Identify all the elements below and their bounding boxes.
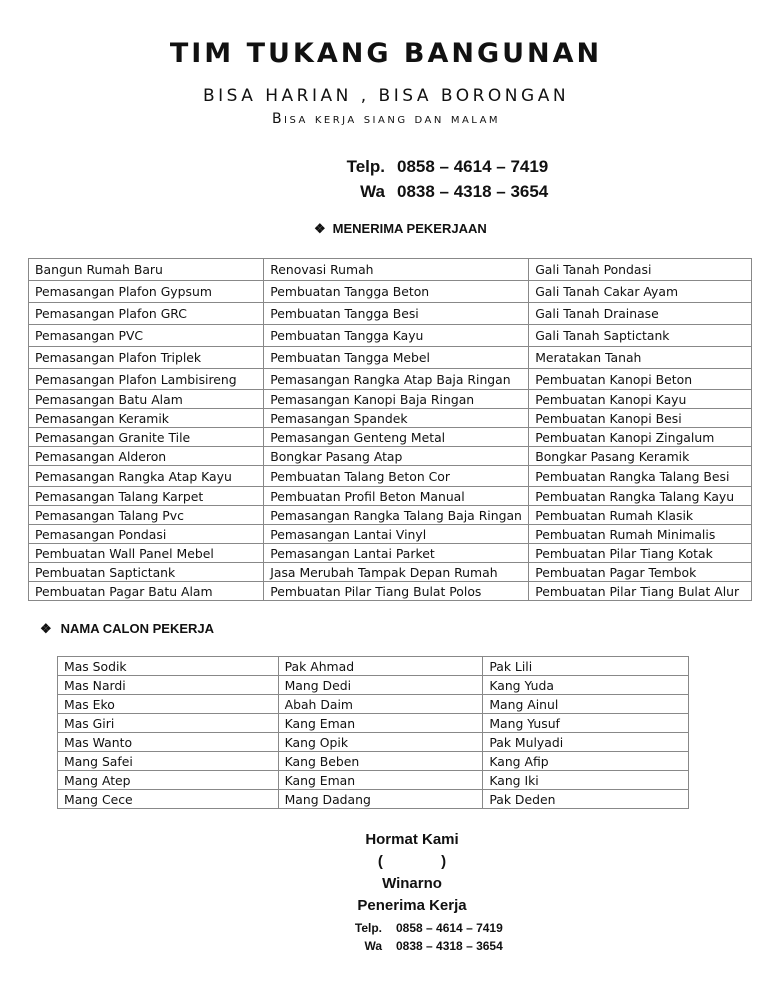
table-cell: Mang Ainul	[483, 695, 689, 714]
closing-wa-number: 0838 – 4318 – 3654	[396, 939, 503, 953]
table-cell: Pemasangan Rangka Talang Baja Ringan	[264, 506, 529, 525]
table-cell: Mang Dedi	[278, 676, 483, 695]
table-cell: Mang Yusuf	[483, 714, 689, 733]
table-cell: Pak Deden	[483, 790, 689, 809]
table-row	[29, 259, 752, 281]
table-cell: Mang Cece	[58, 790, 279, 809]
table-cell: Pemasangan Plafon Lambisireng	[29, 369, 264, 390]
table-cell: Mas Nardi	[58, 676, 279, 695]
table-cell: Mang Atep	[58, 771, 279, 790]
table-cell: Pak Lili	[483, 657, 689, 676]
table-cell: Kang Opik	[278, 733, 483, 752]
services-heading-text: MENERIMA PEKERJAAN	[332, 221, 487, 236]
table-cell: Pembuatan Tangga Beton	[264, 281, 529, 303]
table-cell: Pemasangan Pondasi	[29, 525, 264, 544]
table-cell: Pembuatan Saptictank	[29, 563, 264, 582]
table-row	[58, 771, 689, 790]
table-cell: Pak Mulyadi	[483, 733, 689, 752]
document-subtitle: BISA HARIAN , BISA BORONGAN	[202, 86, 570, 106]
table-cell: Mang Dadang	[278, 790, 483, 809]
closing-regards: Hormat Kami	[365, 831, 459, 848]
services-heading	[314, 221, 487, 237]
table-cell: Pembuatan Rangka Talang Kayu	[529, 487, 752, 506]
table-row	[29, 390, 752, 409]
wa-label: Wa	[360, 182, 385, 201]
telp-number: 0858 – 4614 – 7419	[397, 157, 549, 176]
table-cell: Pembuatan Tangga Kayu	[264, 325, 529, 347]
signature-space: ( )	[377, 853, 447, 870]
table-cell: Pemasangan Talang Karpet	[29, 487, 264, 506]
table-cell: Kang Eman	[278, 771, 483, 790]
workers-heading	[40, 621, 214, 637]
table-cell: Pembuatan Rumah Klasik	[529, 506, 752, 525]
table-cell: Bongkar Pasang Keramik	[529, 447, 752, 466]
document-tagline: Bisa kerja siang dan malam	[271, 111, 501, 127]
table-cell: Gali Tanah Saptictank	[529, 325, 752, 347]
table-cell: Mas Wanto	[58, 733, 279, 752]
table-cell: Kang Beben	[278, 752, 483, 771]
table-cell: Gali Tanah Drainase	[529, 303, 752, 325]
table-row	[29, 525, 752, 544]
table-cell: Kang Afip	[483, 752, 689, 771]
table-cell: Pemasangan Keramik	[29, 409, 264, 428]
signer-role: Penerima Kerja	[357, 897, 467, 914]
table-cell: Pemasangan Granite Tile	[29, 428, 264, 447]
table-cell: Mas Sodik	[58, 657, 279, 676]
table-row	[58, 657, 689, 676]
table-cell: Pemasangan Plafon Triplek	[29, 347, 264, 369]
table-cell: Mas Eko	[58, 695, 279, 714]
table-row	[29, 582, 752, 601]
workers-heading-text: NAMA CALON PEKERJA	[60, 621, 215, 636]
closing-telp-number: 0858 – 4614 – 7419	[396, 921, 503, 935]
table-row	[29, 544, 752, 563]
table-cell: Pemasangan Plafon Gypsum	[29, 281, 264, 303]
table-cell: Jasa Merubah Tampak Depan Rumah	[264, 563, 529, 582]
table-row	[58, 695, 689, 714]
table-cell: Pembuatan Kanopi Beton	[529, 369, 752, 390]
table-row	[29, 487, 752, 506]
table-cell: Abah Daim	[278, 695, 483, 714]
table-row	[29, 369, 752, 390]
table-cell: Pembuatan Pilar Tiang Kotak	[529, 544, 752, 563]
signer-name: Winarno	[382, 875, 442, 892]
table-cell: Pemasangan Plafon GRC	[29, 303, 264, 325]
table-cell: Pemasangan Kanopi Baja Ringan	[264, 390, 529, 409]
table-row	[29, 303, 752, 325]
table-cell: Meratakan Tanah	[529, 347, 752, 369]
table-cell: Pembuatan Kanopi Kayu	[529, 390, 752, 409]
table-row	[29, 325, 752, 347]
table-cell: Kang Yuda	[483, 676, 689, 695]
telp-label: Telp.	[346, 157, 385, 176]
table-cell: Pembuatan Kanopi Besi	[529, 409, 752, 428]
table-cell: Pembuatan Tangga Mebel	[264, 347, 529, 369]
closing-telp-label: Telp.	[354, 921, 382, 935]
table-row	[58, 752, 689, 771]
table-cell: Gali Tanah Pondasi	[529, 259, 752, 281]
table-cell: Mang Safei	[58, 752, 279, 771]
table-row	[58, 676, 689, 695]
table-row	[29, 281, 752, 303]
table-cell: Pembuatan Rangka Talang Besi	[529, 466, 752, 487]
table-cell: Pak Ahmad	[278, 657, 483, 676]
table-cell: Pembuatan Tangga Besi	[264, 303, 529, 325]
services-table	[28, 258, 752, 601]
table-cell: Gali Tanah Cakar Ayam	[529, 281, 752, 303]
table-row	[29, 506, 752, 525]
table-cell: Mas Giri	[58, 714, 279, 733]
table-cell: Pemasangan Spandek	[264, 409, 529, 428]
table-cell: Kang Iki	[483, 771, 689, 790]
wa-number: 0838 – 4318 – 3654	[397, 182, 549, 201]
table-cell: Pembuatan Pagar Tembok	[529, 563, 752, 582]
table-cell: Pemasangan Genteng Metal	[264, 428, 529, 447]
table-cell: Pembuatan Profil Beton Manual	[264, 487, 529, 506]
table-cell: Pemasangan Lantai Vinyl	[264, 525, 529, 544]
table-cell: Kang Eman	[278, 714, 483, 733]
table-cell: Pemasangan Talang Pvc	[29, 506, 264, 525]
table-row	[58, 790, 689, 809]
table-cell: Pemasangan Rangka Atap Baja Ringan	[264, 369, 529, 390]
table-cell: Pembuatan Rumah Minimalis	[529, 525, 752, 544]
document-title: TIM TUKANG BANGUNAN	[169, 38, 603, 69]
closing-wa-label: Wa	[364, 939, 382, 953]
table-row	[58, 714, 689, 733]
table-cell: Pembuatan Kanopi Zingalum	[529, 428, 752, 447]
table-row	[58, 733, 689, 752]
table-row	[29, 466, 752, 487]
table-cell: Pemasangan Batu Alam	[29, 390, 264, 409]
table-cell: Pembuatan Talang Beton Cor	[264, 466, 529, 487]
table-cell: Renovasi Rumah	[264, 259, 529, 281]
table-cell: Bangun Rumah Baru	[29, 259, 264, 281]
table-row	[29, 428, 752, 447]
table-row	[29, 447, 752, 466]
table-cell: Pembuatan Pilar Tiang Bulat Alur	[529, 582, 752, 601]
table-row	[29, 563, 752, 582]
table-cell: Pembuatan Pagar Batu Alam	[29, 582, 264, 601]
diamond-bullet-icon: ❖	[40, 621, 52, 636]
table-row	[29, 409, 752, 428]
diamond-bullet-icon: ❖	[314, 221, 326, 236]
table-cell: Pemasangan Rangka Atap Kayu	[29, 466, 264, 487]
table-row	[29, 347, 752, 369]
table-cell: Pemasangan Alderon	[29, 447, 264, 466]
workers-table	[57, 656, 689, 809]
table-cell: Pembuatan Pilar Tiang Bulat Polos	[264, 582, 529, 601]
table-cell: Pemasangan PVC	[29, 325, 264, 347]
table-cell: Pembuatan Wall Panel Mebel	[29, 544, 264, 563]
table-cell: Pemasangan Lantai Parket	[264, 544, 529, 563]
table-cell: Bongkar Pasang Atap	[264, 447, 529, 466]
